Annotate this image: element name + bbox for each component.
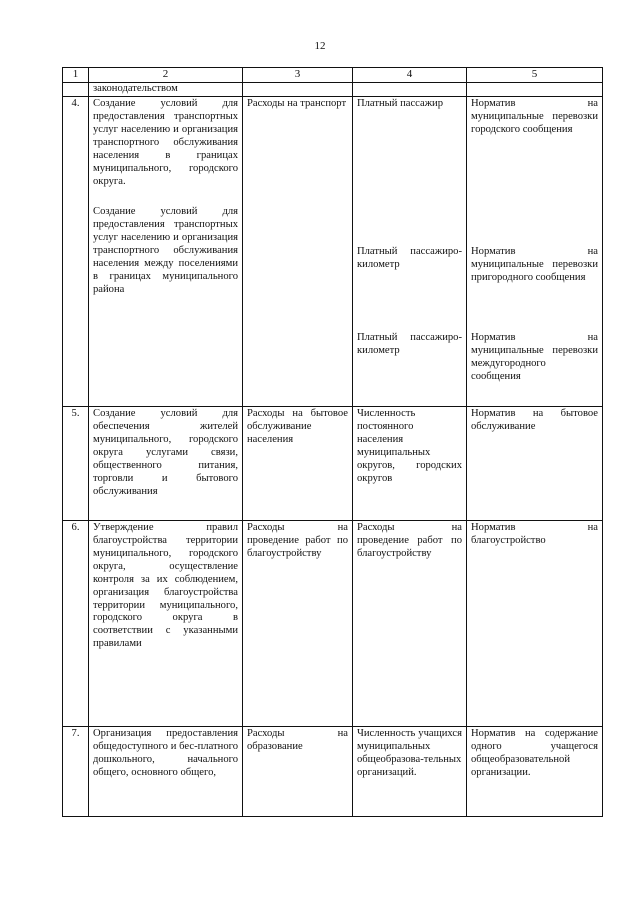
column-header: 1 <box>63 68 89 83</box>
norm-cell: Норматив на содержание одного учащегося общеобразовательной организации. <box>467 727 603 817</box>
norm-cell: Норматив на благоустройство <box>467 521 603 727</box>
expense-cell: Расходы на бытовое обслуживание населения <box>243 407 353 521</box>
powers-cell <box>89 97 243 407</box>
powers-cell: Организация предоставления общедоступного и бес-платного дошкольного, начального общего, основного общего, <box>89 727 243 817</box>
continuation-text: законодательством <box>89 83 243 97</box>
cell-paragraph: Платный пассажир <box>357 98 443 109</box>
expense-cell: Расходы на образование <box>243 727 353 817</box>
indicator-cell: Численность постоянного населения муниципальных округов, городских округов <box>353 407 467 521</box>
cell-paragraph: Создание условий для предоставления транспортных услуг населению и организация транспортного обслуживания населения между поселениями в границах муниципального района <box>93 206 238 295</box>
cell-paragraph: Норматив на муниципальные перевозки междугородного сообщения <box>471 332 598 382</box>
table-row <box>63 97 603 407</box>
continuation-row <box>63 83 603 97</box>
table-row <box>63 407 603 521</box>
row-number: 7. <box>63 727 89 817</box>
indicator-cell <box>353 97 467 407</box>
cell-paragraph: Платный пассажиро-километр <box>357 246 462 270</box>
column-header: 3 <box>243 68 353 83</box>
table-cell <box>63 83 89 97</box>
row-number: 5. <box>63 407 89 521</box>
allocation-table <box>62 67 603 817</box>
column-header: 4 <box>353 68 467 83</box>
table-cell <box>353 83 467 97</box>
indicator-cell: Численность учащихся муниципальных общеобразова-тельных организаций. <box>353 727 467 817</box>
table-cell <box>243 83 353 97</box>
table-row <box>63 521 603 727</box>
table-header-row <box>63 68 603 83</box>
cell-paragraph: Норматив на муниципальные перевозки городского сообщения <box>471 98 598 135</box>
column-header: 5 <box>467 68 603 83</box>
cell-paragraph: Платный пассажиро-километр <box>357 332 462 356</box>
cell-paragraph: Создание условий для предоставления транспортных услуг населению и организация транспортного обслуживания населения в границах муниципального, городского округа. <box>93 98 238 187</box>
cell-paragraph: Норматив на муниципальные перевозки пригородного сообщения <box>471 246 598 283</box>
column-header: 2 <box>89 68 243 83</box>
expense-cell: Расходы на транспорт <box>243 97 353 407</box>
norm-cell <box>467 97 603 407</box>
table-row <box>63 727 603 817</box>
indicator-cell: Расходы на проведение работ по благоустройству <box>353 521 467 727</box>
powers-cell: Утверждение правил благоустройства территории муниципального, городского округа, осуществление контроля за их соблюдением, организация благоустройства территории муниципального, городского округа в соответствии с указанными правилами <box>89 521 243 727</box>
page-number: 12 <box>314 40 326 52</box>
table-cell <box>467 83 603 97</box>
expense-cell: Расходы на проведение работ по благоустройству <box>243 521 353 727</box>
row-number: 4. <box>63 97 89 407</box>
norm-cell: Норматив на бытовое обслуживание <box>467 407 603 521</box>
row-number: 6. <box>63 521 89 727</box>
powers-cell: Создание условий для обеспечения жителей муниципального, городского округа услугами связи, общественного питания, торговли и бытового обслуживания <box>89 407 243 521</box>
